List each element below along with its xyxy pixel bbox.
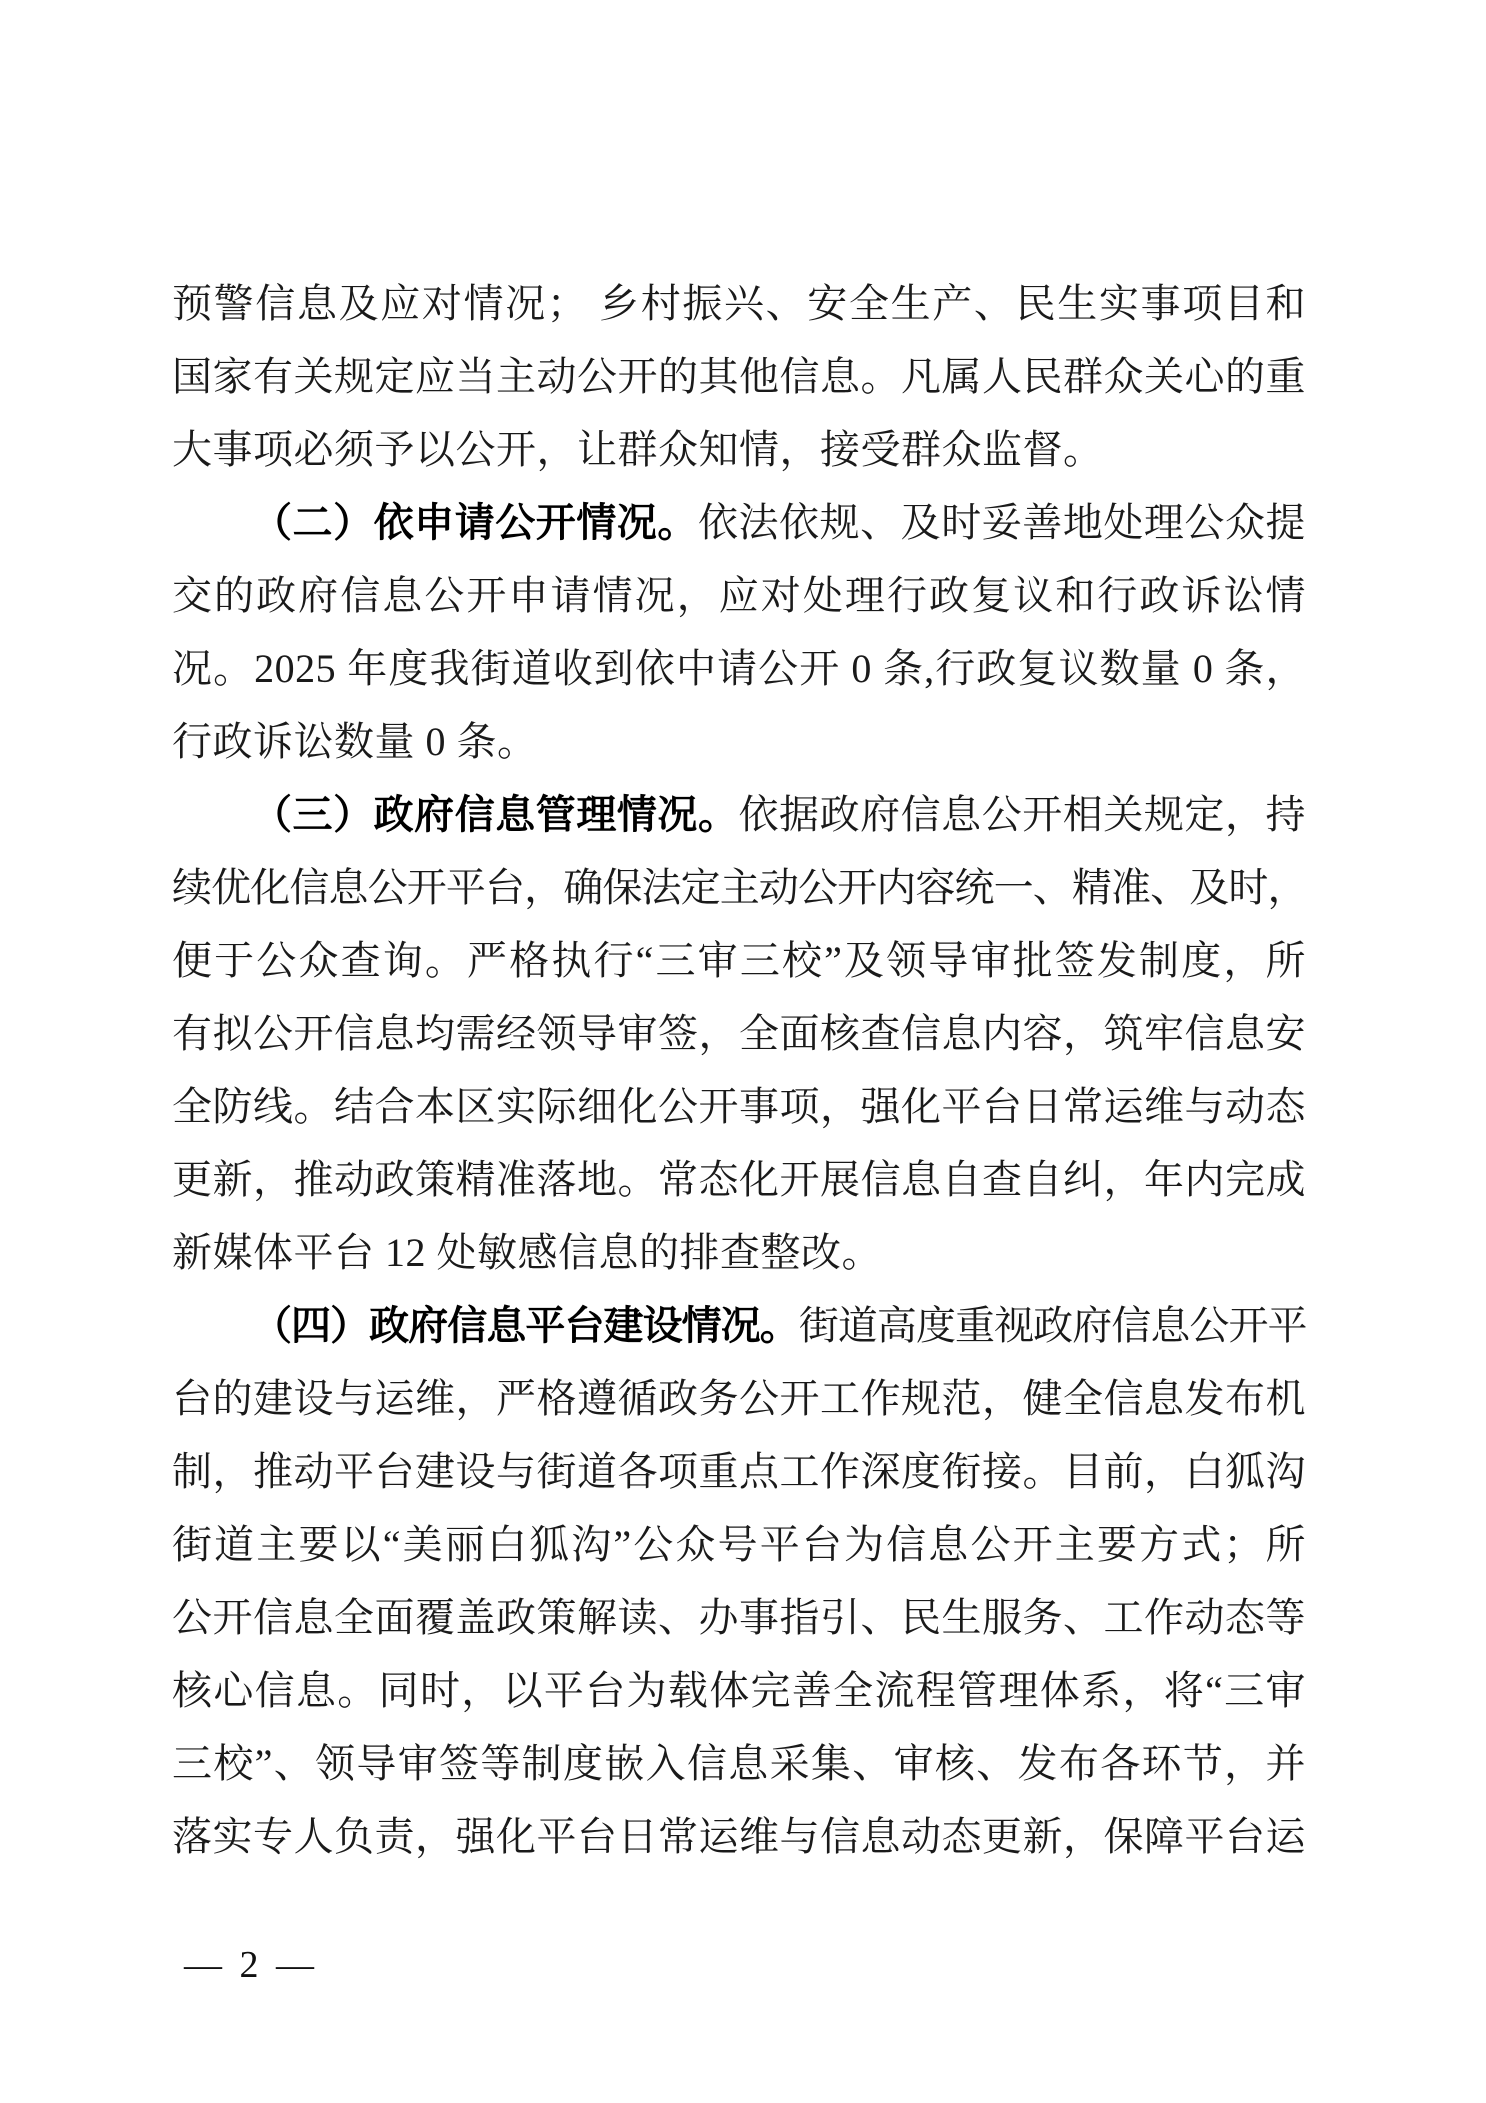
text-line — [172, 413, 1306, 486]
text-line — [172, 1727, 1306, 1800]
line-text: 台的建设与运维，严格遵循政务公开工作规范，健全信息发布机 — [172, 1376, 1306, 1421]
text-line — [172, 1143, 1306, 1216]
document-body — [172, 267, 1306, 1873]
line-text: 有拟公开信息均需经领导审签，全面核查信息内容，筑牢信息安 — [172, 1011, 1306, 1056]
text-line — [172, 340, 1306, 413]
section-heading-line — [172, 1289, 1306, 1362]
line-text: 落实专人负责，强化平台日常运维与信息动态更新，保障平台运 — [172, 1814, 1306, 1859]
text-line — [172, 1800, 1306, 1873]
section-heading: （三）政府信息管理情况。 — [252, 792, 739, 837]
text-line — [172, 1216, 1306, 1289]
line-text: 预警信息及应对情况； 乡村振兴、安全生产、民生实事项目和 — [172, 281, 1306, 326]
text-line — [172, 1654, 1306, 1727]
text-line — [172, 1508, 1306, 1581]
section-heading-line — [172, 486, 1306, 559]
line-text: 新媒体平台 12 处敏感信息的排查整改。 — [172, 1230, 882, 1275]
line-text: 便于公众查询。严格执行“三审三校”及领导审批签发制度，所 — [172, 938, 1306, 983]
line-text: 依据政府信息公开相关规定，持 — [738, 792, 1307, 837]
line-text: 交的政府信息公开申请情况，应对处理行政复议和行政诉讼情 — [172, 573, 1306, 618]
page-number: — 2 — — [184, 1944, 316, 1986]
text-line — [172, 267, 1306, 340]
line-text: 公开信息全面覆盖政策解读、办事指引、民生服务、工作动态等 — [172, 1595, 1306, 1640]
section-heading: （二）依申请公开情况。 — [252, 500, 698, 545]
text-line — [172, 997, 1306, 1070]
line-text: 更新，推动政策精准落地。常态化开展信息自查自纠，年内完成 — [172, 1157, 1306, 1202]
line-text: 核心信息。同时，以平台为载体完善全流程管理体系，将“三审 — [172, 1668, 1306, 1713]
line-text: 续优化信息公开平台，确保法定主动公开内容统一、精准、及时， — [172, 865, 1306, 910]
line-text: 依法依规、及时妥善地处理公众提 — [697, 500, 1307, 545]
line-text: 行政诉讼数量 0 条。 — [172, 719, 538, 764]
text-line — [172, 924, 1306, 997]
text-line — [172, 559, 1306, 632]
text-line — [172, 1070, 1306, 1143]
line-text: 全防线。结合本区实际细化公开事项，强化平台日常运维与动态 — [172, 1084, 1306, 1129]
text-line — [172, 1581, 1306, 1654]
text-line — [172, 632, 1306, 705]
line-text: 国家有关规定应当主动公开的其他信息。凡属人民群众关心的重 — [172, 354, 1306, 399]
text-line — [172, 1362, 1306, 1435]
line-text: 街道主要以“美丽白狐沟”公众号平台为信息公开主要方式；所 — [172, 1522, 1306, 1567]
section-heading: （四）政府信息平台建设情况。 — [252, 1303, 799, 1348]
text-line — [172, 705, 1306, 778]
line-text: 街道高度重视政府信息公开平 — [798, 1303, 1307, 1348]
line-text: 三校”、领导审签等制度嵌入信息采集、审核、发布各环节，并 — [172, 1741, 1306, 1786]
text-line — [172, 1435, 1306, 1508]
line-text: 制，推动平台建设与街道各项重点工作深度衔接。目前，白狐沟 — [172, 1449, 1306, 1494]
text-line — [172, 851, 1306, 924]
line-text: 大事项必须予以公开，让群众知情，接受群众监督。 — [172, 427, 1104, 472]
section-heading-line — [172, 778, 1306, 851]
line-text: 况。2025 年度我街道收到依中请公开 0 条,行政复议数量 0 条， — [172, 646, 1306, 691]
